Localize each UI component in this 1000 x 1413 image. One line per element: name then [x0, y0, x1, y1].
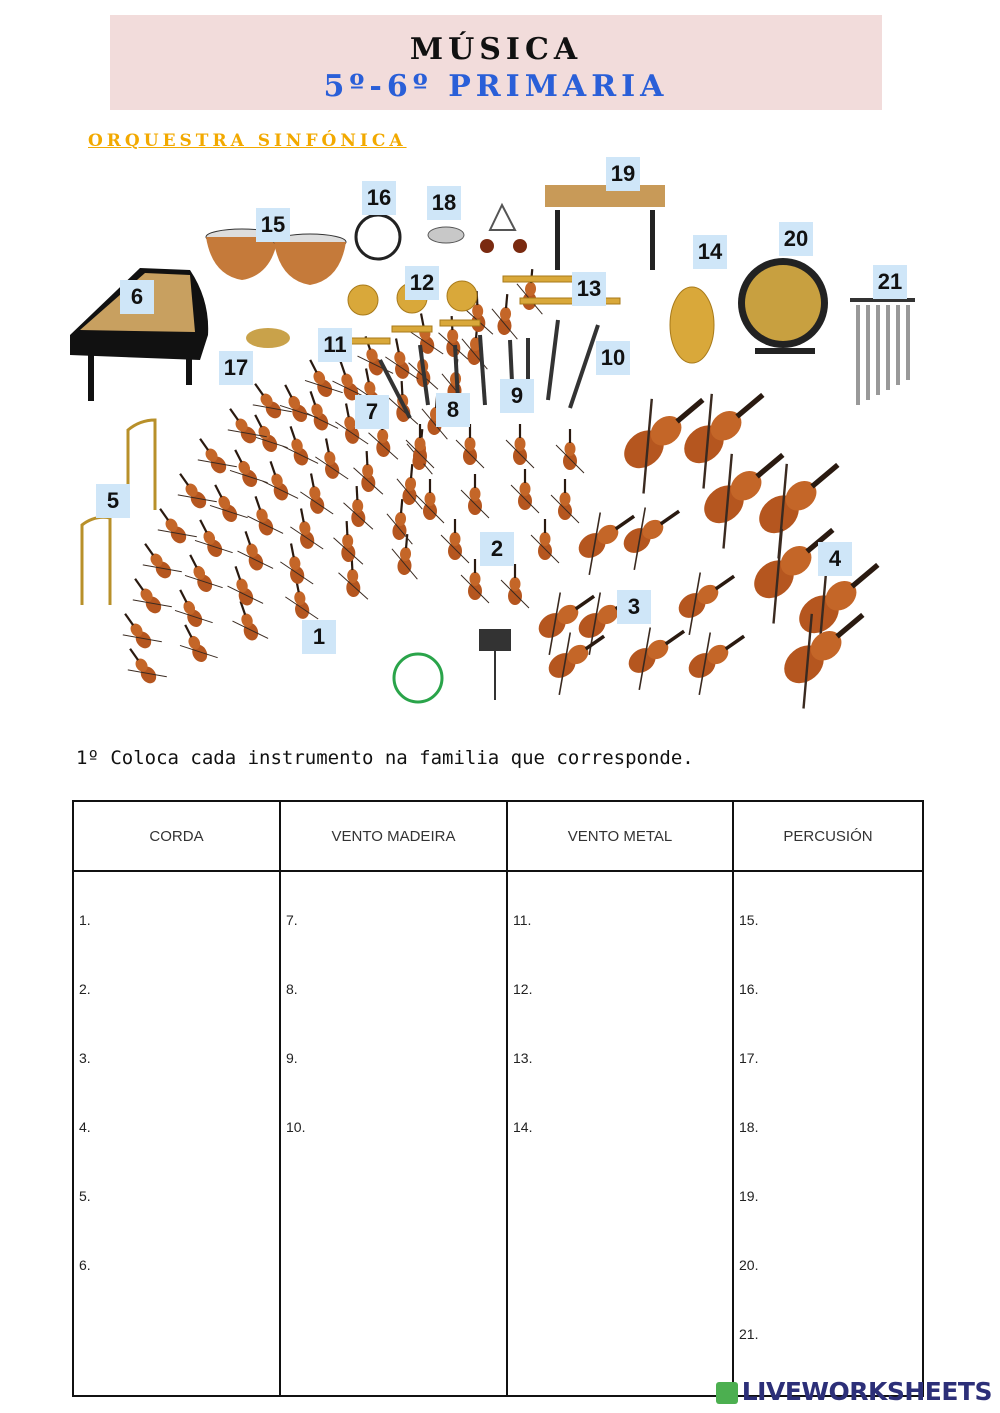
- column-vento-metal: [507, 871, 733, 1396]
- violin: [242, 492, 283, 543]
- violin: [257, 457, 298, 508]
- violin: [456, 424, 484, 468]
- violin: [188, 513, 233, 565]
- cello: [609, 493, 692, 570]
- number-label-4: 4: [818, 542, 852, 576]
- column-vento-madeira: [280, 871, 507, 1396]
- answer-line: 20.: [739, 1257, 759, 1273]
- violin: [114, 606, 162, 658]
- answer-line: 18.: [739, 1119, 759, 1135]
- woodwinds-illustration: [380, 320, 598, 418]
- answer-line: 7.: [286, 912, 298, 928]
- answer-line: 11.: [513, 912, 532, 928]
- conductor-podium-illustration: [394, 654, 442, 702]
- violin: [223, 443, 268, 495]
- cello: [614, 613, 697, 690]
- violin: [277, 422, 318, 473]
- violin: [394, 463, 426, 509]
- number-label-10: 10: [596, 341, 630, 375]
- number-label-20: 20: [779, 222, 813, 256]
- violin: [384, 498, 416, 544]
- music-stand-illustration: [480, 630, 510, 700]
- number-label-15: 15: [256, 208, 290, 242]
- answer-line: 17.: [739, 1050, 759, 1066]
- header-vento-metal: VENTO METAL: [507, 801, 733, 871]
- violin: [203, 478, 248, 530]
- violin: [514, 268, 546, 314]
- violin: [333, 520, 363, 565]
- section-title: ORQUESTRA SINFÓNICA: [88, 131, 407, 151]
- header-percusion: PERCUSIÓN: [733, 801, 923, 871]
- answer-line: 5.: [79, 1188, 91, 1204]
- drums-illustration: [356, 215, 464, 259]
- number-label-6: 6: [120, 280, 154, 314]
- violin: [407, 311, 443, 360]
- page-title: MÚSICA: [409, 32, 583, 67]
- violin: [119, 641, 167, 693]
- violin: [556, 429, 584, 473]
- number-label-3: 3: [617, 590, 651, 624]
- orchestra-illustration: [0, 150, 1000, 720]
- answer-line: 14.: [513, 1119, 533, 1135]
- answer-line: 9.: [286, 1050, 298, 1066]
- header-vento-madeira: VENTO MADEIRA: [280, 801, 507, 871]
- number-label-16: 16: [362, 181, 396, 215]
- violin: [461, 474, 489, 518]
- castanets-illustration: [480, 239, 494, 253]
- violin: [506, 424, 534, 468]
- violin: [551, 479, 579, 523]
- answer-line: 21.: [739, 1326, 759, 1342]
- number-label-5: 5: [96, 484, 130, 518]
- cello: [674, 618, 757, 695]
- answer-table: [72, 800, 924, 1397]
- answer-line: 6.: [79, 1257, 91, 1273]
- answer-line: 2.: [79, 981, 91, 997]
- gong-illustration: [738, 258, 828, 354]
- answer-line: 1.: [79, 912, 91, 928]
- violin: [124, 571, 172, 623]
- answer-line: 13.: [513, 1050, 533, 1066]
- tubular-bells-illustration: [850, 300, 915, 405]
- number-label-13: 13: [572, 272, 606, 306]
- violin: [416, 479, 444, 523]
- triangle-illustration: [490, 205, 515, 230]
- number-label-14: 14: [693, 235, 727, 269]
- header-corda: CORDA: [73, 801, 280, 871]
- number-label-7: 7: [355, 395, 389, 429]
- violin: [273, 378, 318, 430]
- violin: [511, 469, 539, 513]
- answer-line: 8.: [286, 981, 298, 997]
- number-label-17: 17: [219, 351, 253, 385]
- violin: [489, 293, 521, 339]
- instruction-text: 1º Coloca cada instrumento na familia que corresponde.: [76, 747, 694, 769]
- number-label-8: 8: [436, 393, 470, 427]
- violin: [189, 431, 237, 483]
- number-label-18: 18: [427, 186, 461, 220]
- cymbal-illustration: [246, 328, 290, 348]
- number-label-1: 1: [302, 620, 336, 654]
- answer-line: 15.: [739, 912, 759, 928]
- answer-line: 16.: [739, 981, 759, 997]
- violin: [531, 519, 559, 563]
- answer-line: 10.: [286, 1119, 306, 1135]
- liveworksheets-logo: [716, 1377, 992, 1406]
- logo-text: LIVEWORKSHEETS: [741, 1377, 992, 1406]
- violin: [389, 533, 421, 579]
- violin: [134, 536, 182, 588]
- double-bass: [735, 439, 859, 558]
- violin: [338, 555, 368, 600]
- number-label-19: 19: [606, 157, 640, 191]
- cello: [664, 558, 747, 635]
- page-subtitle: 5º-6º PRIMARIA: [323, 69, 669, 104]
- number-label-21: 21: [873, 265, 907, 299]
- violin: [312, 436, 348, 485]
- number-label-9: 9: [500, 379, 534, 413]
- answer-line: 3.: [79, 1050, 91, 1066]
- violin: [219, 401, 267, 453]
- violin: [169, 466, 217, 518]
- violin: [501, 564, 529, 608]
- column-corda: [73, 871, 280, 1396]
- xylophone-illustration: [545, 185, 665, 270]
- header-banner: [110, 15, 882, 110]
- answer-line: 12.: [513, 981, 533, 997]
- number-label-11: 11: [318, 328, 352, 362]
- number-label-12: 12: [405, 266, 439, 300]
- answer-line: 19.: [739, 1188, 759, 1204]
- violin: [441, 519, 469, 563]
- answer-line: 4.: [79, 1119, 91, 1135]
- number-label-2: 2: [480, 532, 514, 566]
- column-percusion: [733, 871, 923, 1396]
- logo-icon: [716, 1382, 738, 1404]
